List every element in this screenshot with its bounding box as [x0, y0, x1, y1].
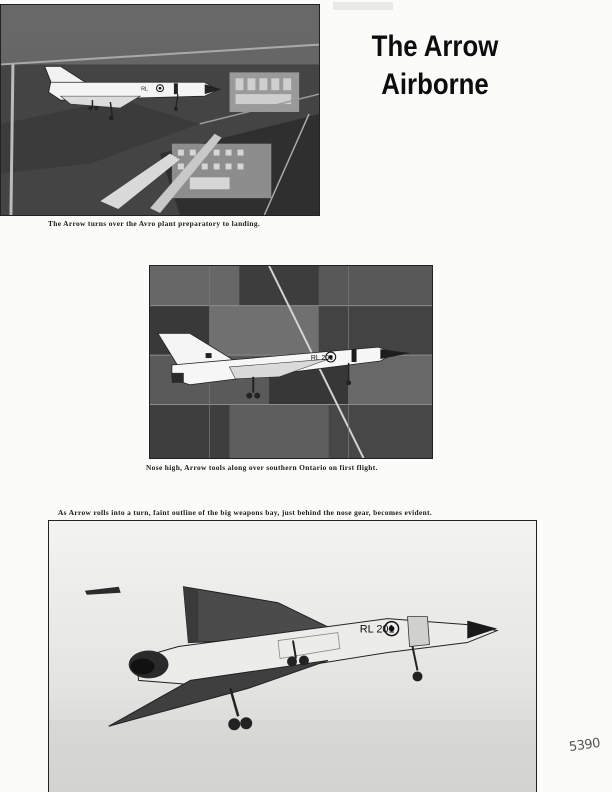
title-line-1: The Arrow — [371, 30, 499, 63]
aerial-landscape-image — [1, 5, 319, 215]
caption-photo-2: Nose high, Arrow tools along over southern Ontario on first flight. — [146, 463, 378, 472]
aircraft-marking-photo2: RL 201 — [310, 355, 333, 363]
aircraft-marking-photo1: RL — [141, 86, 149, 93]
photo-southern-ontario-flight — [149, 265, 433, 459]
scan-smudge — [333, 2, 393, 10]
aircraft-marking-photo3: RL 201 — [359, 623, 395, 636]
page-title — [353, 28, 516, 104]
sky-turn-image — [49, 521, 536, 792]
caption-photo-3: As Arrow rolls into a turn, faint outline of the big weapons bay, just behind the nose gear, becomes evident. — [58, 508, 433, 517]
caption-photo-1: The Arrow turns over the Avro plant preparatory to landing. — [48, 219, 261, 228]
photo-avro-plant-aerial — [0, 4, 320, 216]
title-line-2: Airborne — [381, 68, 489, 101]
margin-handwritten-number: 5390 — [568, 735, 601, 756]
photo-arrow-rolling-turn — [48, 520, 537, 792]
farmland-aerial-image — [150, 266, 432, 458]
